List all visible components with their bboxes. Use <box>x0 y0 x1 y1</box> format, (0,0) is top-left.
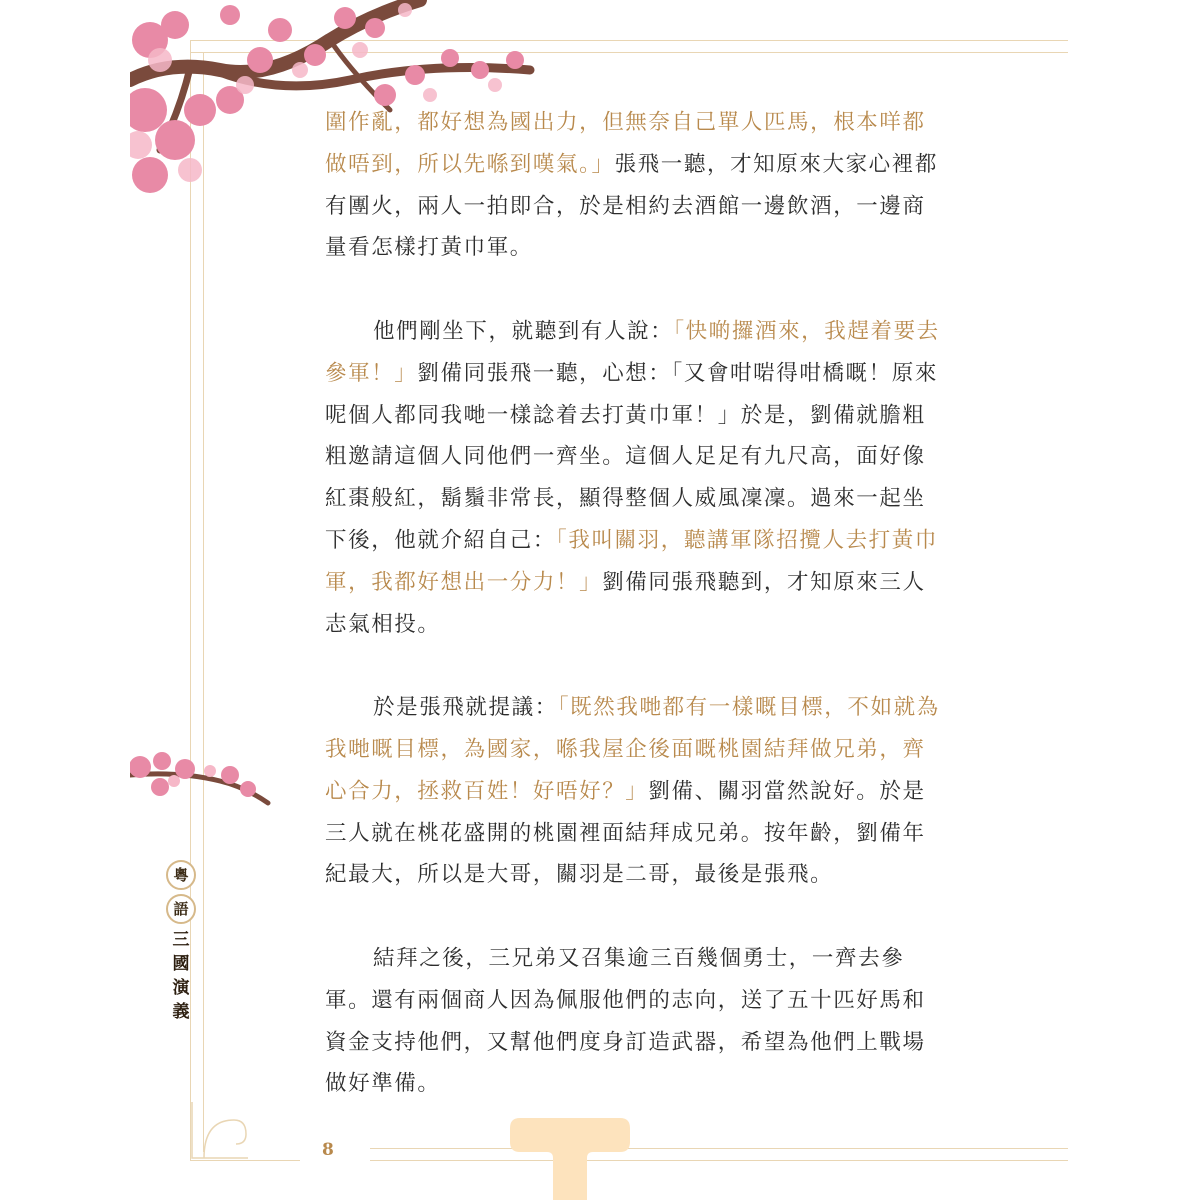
body-text <box>325 102 945 1147</box>
side-title-char: 國 <box>172 954 190 974</box>
paragraph-3 <box>325 687 945 896</box>
paragraph-2 <box>325 311 945 645</box>
narration-text: 他們剛坐下，就聽到有人說： <box>373 318 674 344</box>
narration-text: 結拜之後，三兄弟又召集逾三百幾個勇士，一齊去參軍。還有兩個商人因為佩服他們的志向，送了五十匹好馬和資金支持他們，又幫他們度身訂造武器，希望為他們上戰場做好準備。 <box>325 945 926 1097</box>
frame-bottom-line-2 <box>370 1160 1068 1161</box>
page-number: 8 <box>322 1140 334 1160</box>
side-title-circled-char: 語 <box>166 894 196 924</box>
frame-bottom-line-1 <box>190 1160 300 1161</box>
cherry-blossom-branch-side <box>130 745 275 815</box>
narration-text: 劉備、關羽當然說好。於是三人就在桃花盛開的桃園裡面結拜成兄弟。按年齡，劉備年紀最大，所以是大哥，關羽是二哥，最後是張飛。 <box>325 778 926 888</box>
narration-text: 於是張飛就提議： <box>373 695 558 721</box>
paragraph-1 <box>325 102 945 269</box>
side-title-char: 義 <box>172 1002 190 1022</box>
narration-text: 劉備同張飛一聽，心想：「又會咁啱得咁橋嘅！原來呢個人都同我哋一樣諗着去打黃巾軍！」於是，劉備就膽粗粗邀請這個人同他們一齊坐。這個人足足有九尺高，面好像紅棗般紅，鬍鬚非常長，顯得整個人威風凜凜。過來一起坐下後，他就介紹自己： <box>325 360 938 553</box>
paragraph-4 <box>325 938 945 1105</box>
narration-text: 張飛一聽，才知原來大家心裡都有團火，兩人一拍即合，於是相約去酒館一邊飲酒，一邊商量看怎樣打黃巾軍。 <box>325 151 938 261</box>
corner-ornament <box>190 1100 250 1160</box>
dialogue-text: 「我叫關羽，聽講軍隊招攬人去打黃巾軍，我都好想出一分力！」 <box>325 527 938 595</box>
side-book-title <box>166 860 196 1024</box>
side-title-circled-char: 粵 <box>166 860 196 890</box>
narration-text: 劉備同張飛聽到，才知原來三人志氣相投。 <box>325 569 926 637</box>
dialogue-text: 「快啲攞酒來，我趕着要去參軍！」 <box>325 318 940 386</box>
frame-left-line-2 <box>203 52 204 1152</box>
dialogue-text: 圍作亂，都好想為國出力，但無奈自己單人匹馬，根本咩都做唔到，所以先喺到嘆氣。」 <box>325 110 926 177</box>
dialogue-text: 「既然我哋都有一樣嘅目標，不如就為我哋嘅目標，為國家，喺我屋企後面嘅桃園結拜做兄弟，齊心合力，拯救百姓！好唔好？」 <box>325 695 940 804</box>
frame-bottom-line-3 <box>370 1148 1068 1149</box>
side-title-char: 三 <box>172 930 190 950</box>
side-title-char: 演 <box>172 978 190 998</box>
